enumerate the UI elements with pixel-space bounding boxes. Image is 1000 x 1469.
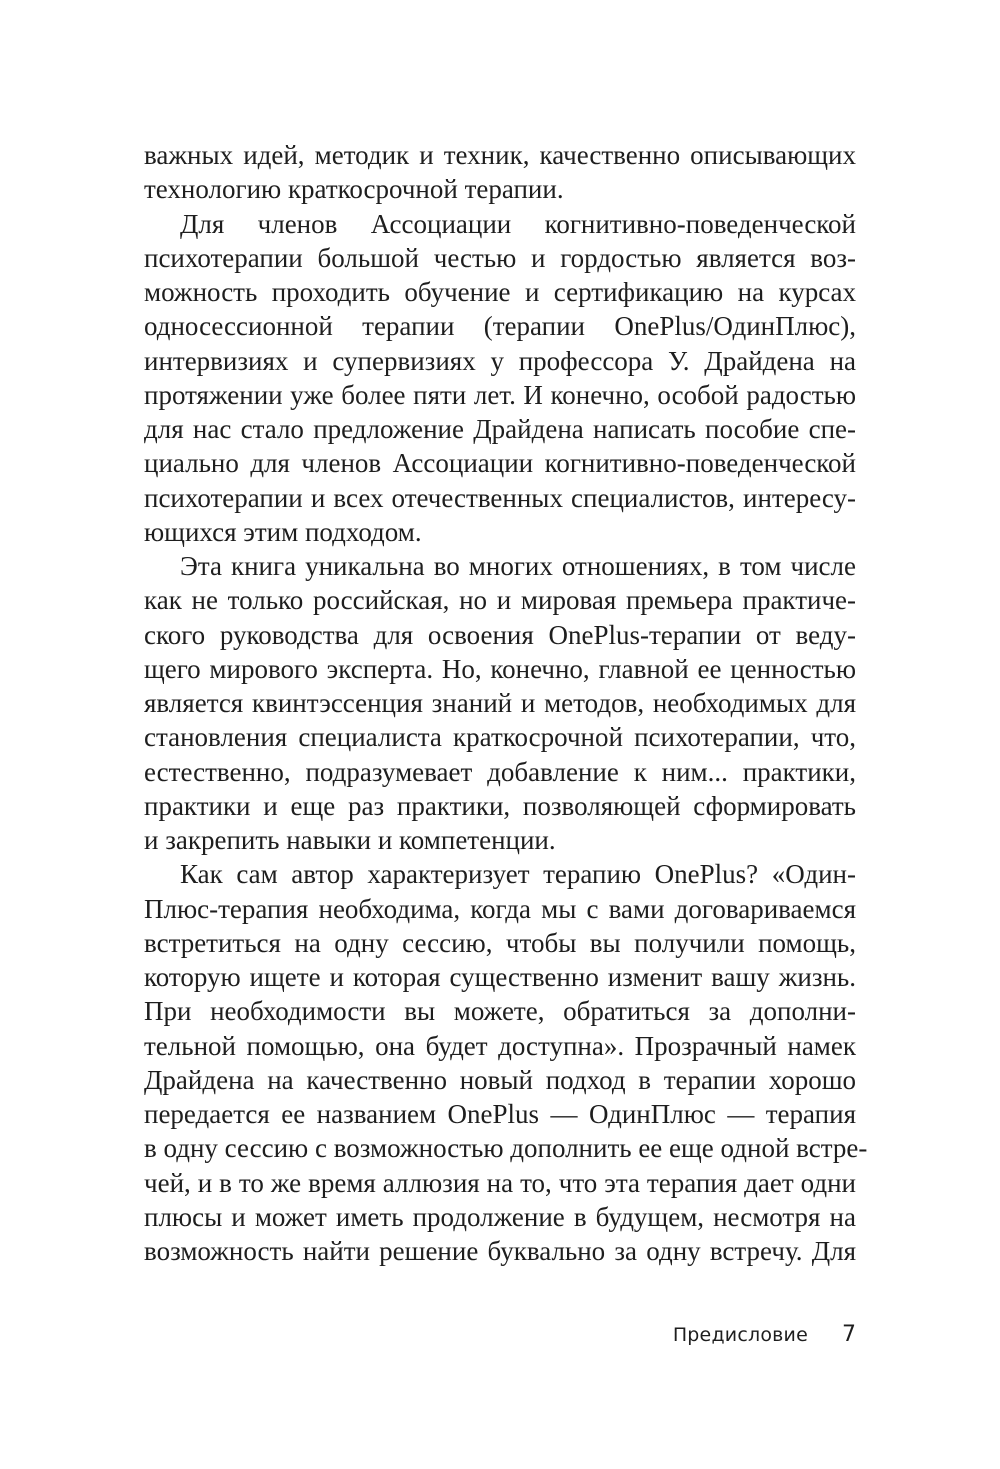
text-line: встретиться на одну сессию, чтобы вы получили помощь, bbox=[144, 927, 856, 958]
running-footer bbox=[144, 1322, 856, 1356]
page-number: 7 bbox=[842, 1322, 856, 1347]
text-line: Для членов Ассоциации когнитивно-поведенческой bbox=[180, 208, 856, 239]
text-line: важных идей, методик и техник, качественно описывающих bbox=[144, 140, 856, 170]
body-text bbox=[144, 138, 868, 1268]
text-line: чей, и в то же время аллюзия на то, что эта терапия дает одни bbox=[144, 1167, 856, 1198]
text-line: психотерапии большой честью и гордостью является воз- bbox=[144, 242, 856, 273]
text-line: становления специалиста краткосрочной психотерапии, что, bbox=[144, 722, 856, 753]
text-line: Плюс-терапия необходима, когда мы с вами договариваемся bbox=[144, 893, 856, 924]
text-line: можность проходить обучение и сертификацию на курсах bbox=[144, 277, 856, 307]
text-line: естественно, подразумевает добавление к ним... практики, bbox=[144, 756, 856, 787]
text-line: практики и еще раз практики, позволяющей сформировать bbox=[144, 790, 856, 821]
text-line: технологию краткосрочной терапии. bbox=[144, 174, 564, 205]
text-line: Драйдена на качественно новый подход в терапии хорошо bbox=[144, 1064, 856, 1095]
text-line: психотерапии и всех отечественных специалистов, интересу- bbox=[144, 482, 856, 513]
text-line: как не только российская, но и мировая премьера практиче- bbox=[144, 585, 856, 616]
text-line: циально для членов Ассоциации когнитивно-поведенческой bbox=[144, 448, 856, 479]
text-line: которую ищете и которая существенно изменит вашу жизнь. bbox=[144, 962, 856, 992]
text-line: в одну сессию с возможностью дополнить ее еще одной встре- bbox=[144, 1133, 868, 1164]
text-line: Эта книга уникальна во многих отношениях, в том числе bbox=[180, 551, 856, 581]
text-line: плюсы и может иметь продолжение в будущем, несмотря на bbox=[144, 1201, 856, 1232]
text-line: передается ее названием OnePlus — ОдинПлюс — терапия bbox=[144, 1099, 856, 1129]
text-line: для нас стало предложение Драйдена написать пособие спе- bbox=[144, 414, 856, 444]
text-line: При необходимости вы можете, обратиться за дополни- bbox=[144, 996, 856, 1027]
text-line: интервизиях и супервизиях у профессора У. Драйдена на bbox=[144, 345, 856, 376]
text-line: ющихся этим подходом. bbox=[144, 516, 422, 547]
text-line: возможность найти решение буквально за одну встречу. Для bbox=[144, 1236, 856, 1266]
text-line: и закрепить навыки и компетенции. bbox=[144, 825, 556, 855]
text-line: ского руководства для освоения OnePlus-терапии от веду- bbox=[144, 619, 856, 650]
text-line: Как сам автор характеризует терапию OnePlus? «Один- bbox=[180, 859, 856, 890]
footer-section-title: Предисловие bbox=[672, 1324, 808, 1346]
text-line: протяжении уже более пяти лет. И конечно, особой радостью bbox=[144, 379, 856, 410]
text-line: тельной помощью, она будет доступна». Прозрачный намек bbox=[144, 1030, 856, 1061]
text-line: односессионной терапии (терапии OnePlus/ОдинПлюс), bbox=[144, 311, 856, 342]
text-line: щего мирового эксперта. Но, конечно, главной ее ценностью bbox=[144, 653, 856, 684]
text-line: является квинтэссенция знаний и методов, необходимых для bbox=[144, 688, 856, 718]
